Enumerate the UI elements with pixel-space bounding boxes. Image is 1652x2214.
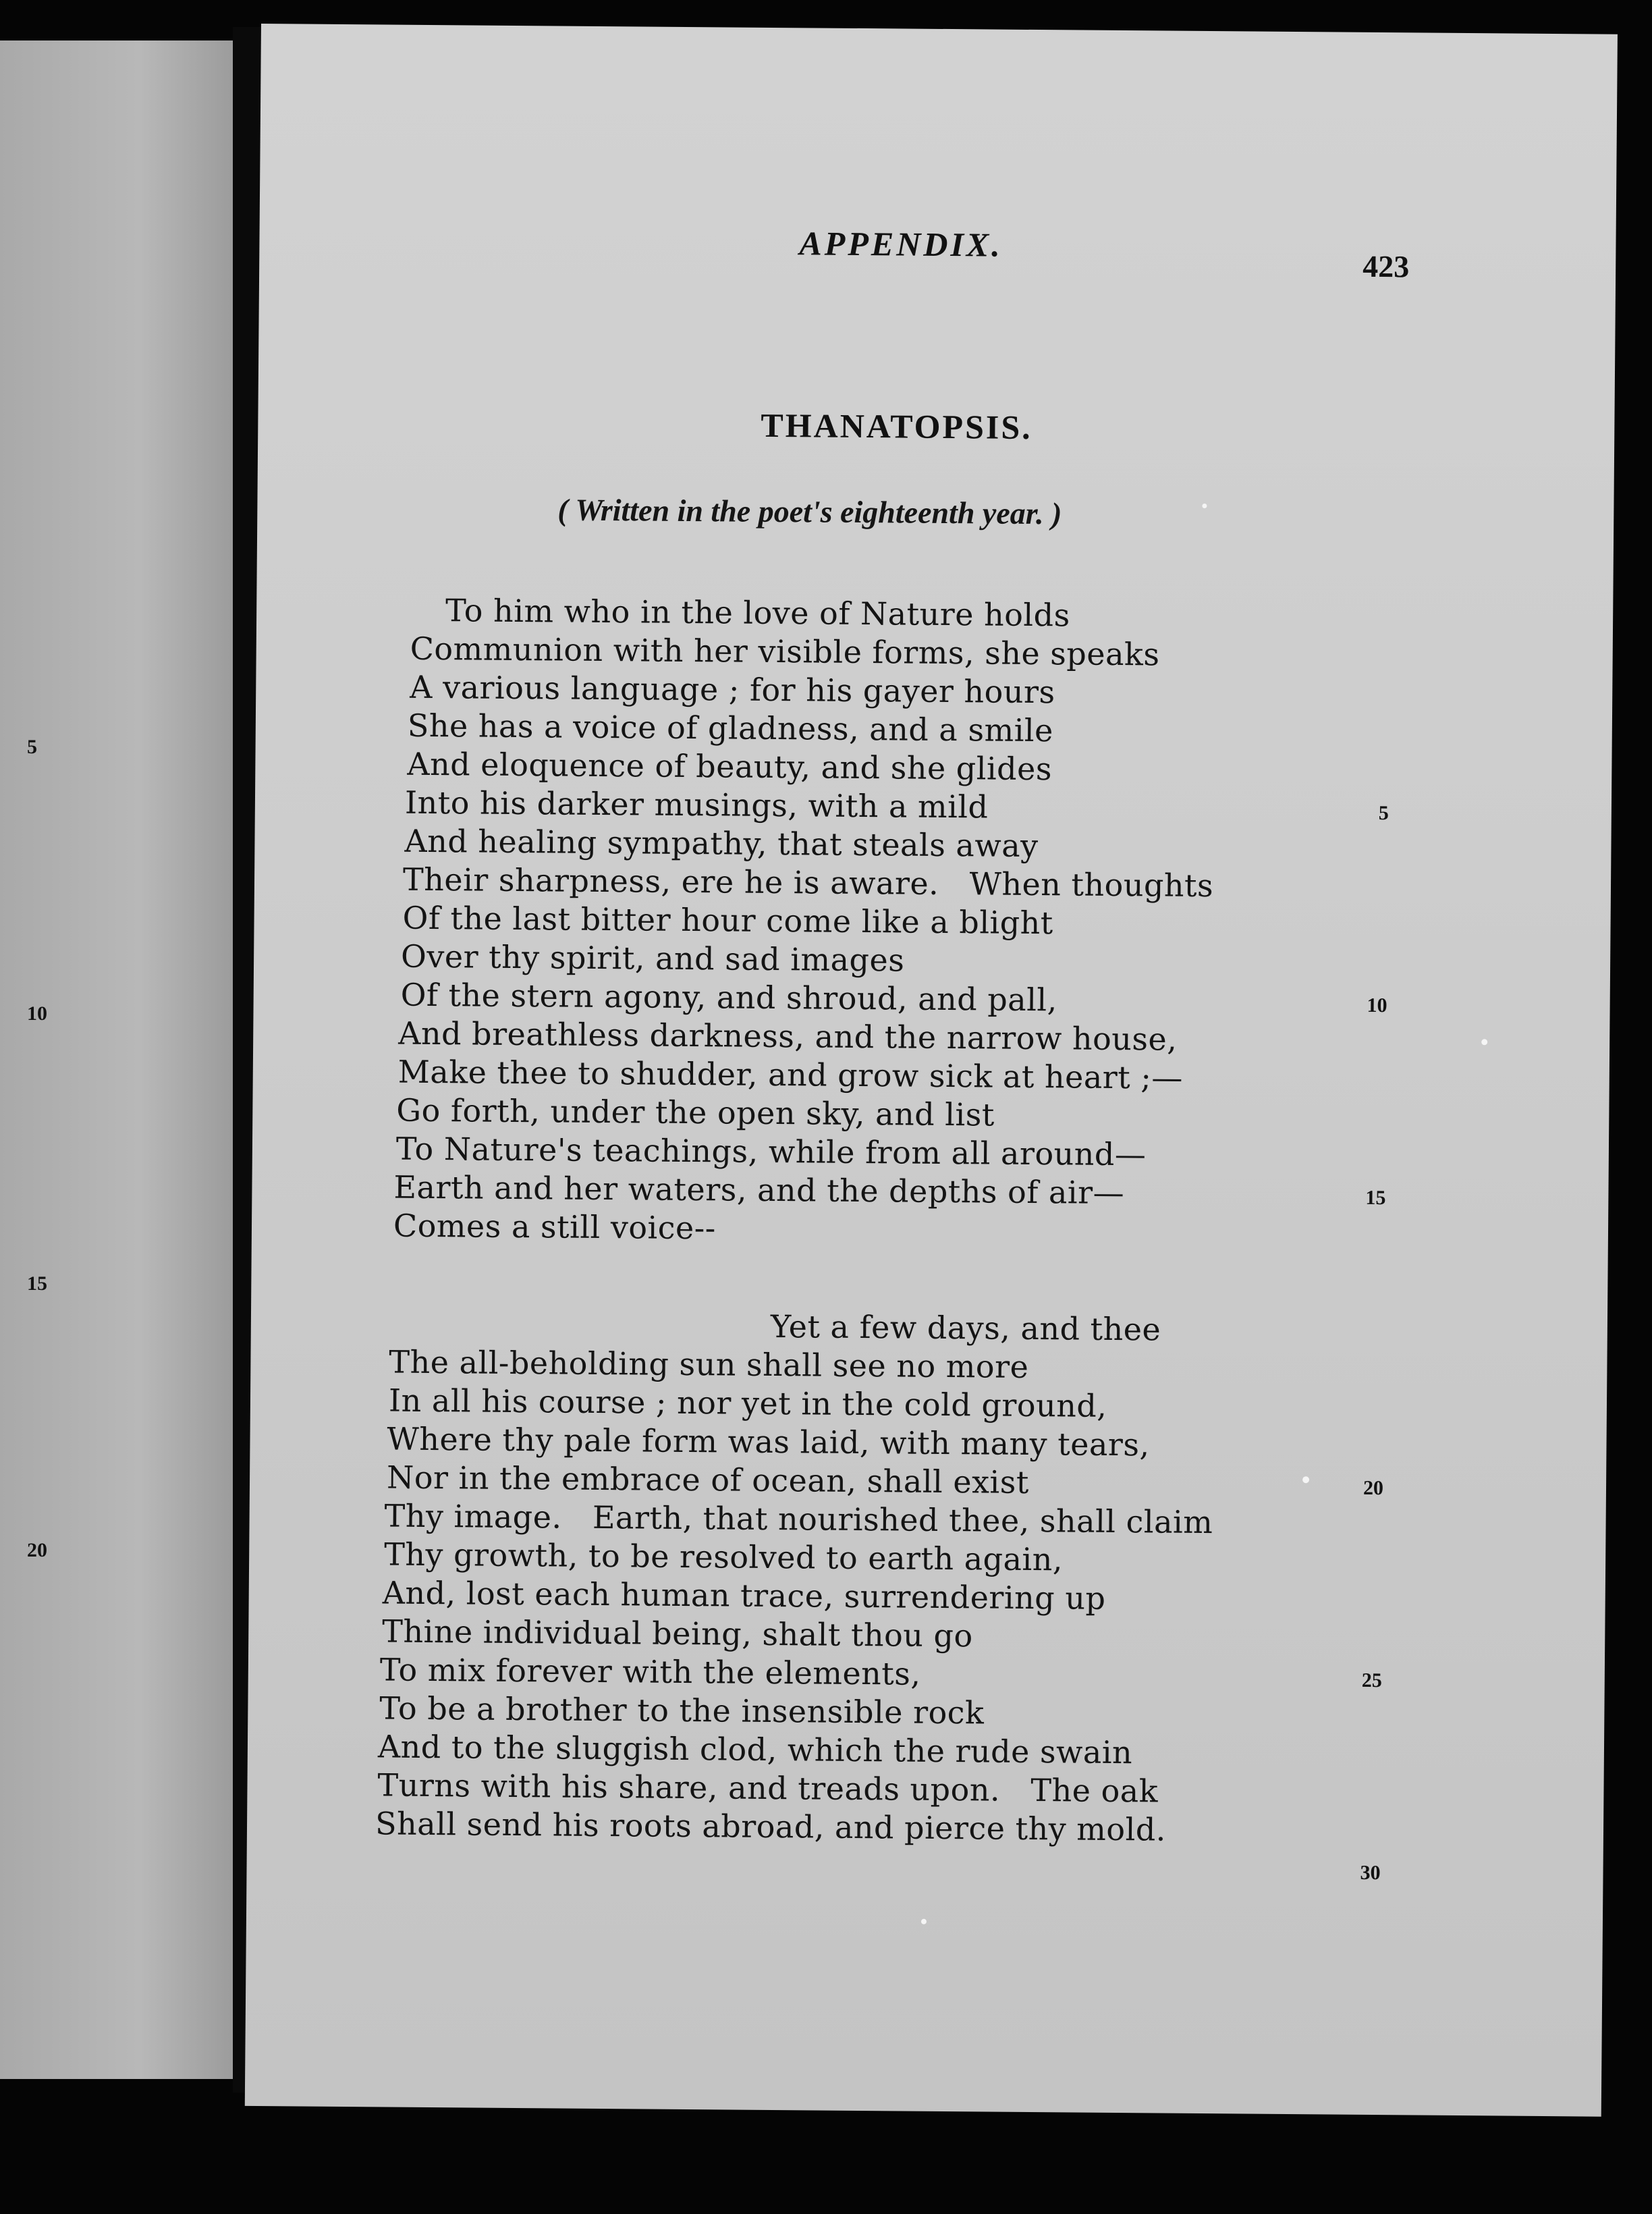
poem-line: Their sharpness, ere he is aware. When thoughts — [402, 861, 1214, 905]
poem-title: THANATOPSIS. — [761, 406, 1032, 446]
page-number: 423 — [1362, 248, 1410, 284]
poem-line: And healing sympathy, that steals away — [404, 822, 1039, 865]
dust-speck — [1481, 1039, 1487, 1045]
line-number: 20 — [1362, 1476, 1384, 1500]
right-page — [245, 24, 1618, 2117]
poem-line: Shall send his roots abroad, and pierce thy mold. — [375, 1805, 1167, 1848]
line-number: 5 — [1378, 802, 1389, 825]
left-line-number: 20 — [27, 1539, 47, 1561]
poem-line: Earth and her waters, and the depths of air— — [393, 1168, 1125, 1212]
poem-body — [245, 24, 1618, 2117]
poem-line: Yet a few days, and thee — [770, 1307, 1161, 1348]
poem-line: Thy growth, to be resolved to earth again, — [383, 1536, 1064, 1578]
poem-line: And eloquence of beauty, and she glides — [407, 745, 1053, 788]
poem-line: Thy image. Earth, that nourished thee, shall claim — [384, 1497, 1213, 1541]
line-number: 15 — [1365, 1186, 1386, 1210]
poem-line: Make thee to shudder, and grow sick at heart ;— — [397, 1053, 1184, 1096]
poem-line: And breathless darkness, and the narrow house, — [398, 1015, 1178, 1058]
poem-line: Of the stern agony, and shroud, and pall, — [400, 976, 1057, 1019]
poem-line: Nor in the embrace of ocean, shall exist — [386, 1459, 1030, 1501]
poem-line: A various language ; for his gayer hours — [410, 668, 1055, 711]
left-line-number: 10 — [27, 1002, 47, 1025]
line-number: 30 — [1360, 1861, 1381, 1885]
poem-line: And, lost each human trace, surrendering up — [382, 1574, 1106, 1617]
poem-line: To him who in the love of Nature holds — [445, 592, 1070, 634]
left-line-number: 5 — [27, 736, 37, 758]
left-line-number: 15 — [27, 1272, 47, 1295]
dust-speck — [1302, 1476, 1309, 1483]
poem-line: Comes a still voice-- — [393, 1207, 717, 1247]
poem-line: To Nature's teachings, while from all around— — [395, 1130, 1147, 1173]
dust-speck — [921, 1919, 927, 1924]
running-head: APPENDIX. — [799, 224, 1003, 264]
left-facing-page — [0, 40, 233, 2079]
poem-line: Of the last bitter hour come like a blight — [402, 899, 1054, 942]
poem-subtitle: ( Written in the poet's eighteenth year. ) — [557, 492, 1062, 531]
poem-line: Turns with his share, and treads upon. The oak — [377, 1766, 1159, 1810]
poem-line: Where thy pale form was laid, with many tears, — [387, 1420, 1150, 1463]
poem-line: Communion with her visible forms, she speaks — [410, 630, 1160, 673]
poem-line: The all-beholding sun shall see no more — [389, 1343, 1029, 1385]
dust-speck — [1202, 504, 1207, 508]
poem-line: In all his course ; nor yet in the cold ground, — [388, 1382, 1107, 1424]
poem-line: To be a brother to the insensible rock — [379, 1690, 985, 1731]
poem-line: To mix forever with the elements, — [379, 1651, 921, 1692]
poem-line: Into his darker musings, with a mild — [404, 784, 989, 826]
poem-line: And to the sluggish clod, which the rude swain — [377, 1728, 1133, 1771]
poem-line: She has a voice of gladness, and a smile — [407, 707, 1054, 749]
poem-line: Go forth, under the open sky, and list — [396, 1091, 995, 1133]
line-number: 25 — [1361, 1669, 1382, 1692]
line-number: 10 — [1367, 994, 1387, 1017]
poem-line: Over thy spirit, and sad images — [400, 938, 905, 979]
poem-line: Thine individual being, shalt thou go — [382, 1613, 973, 1654]
